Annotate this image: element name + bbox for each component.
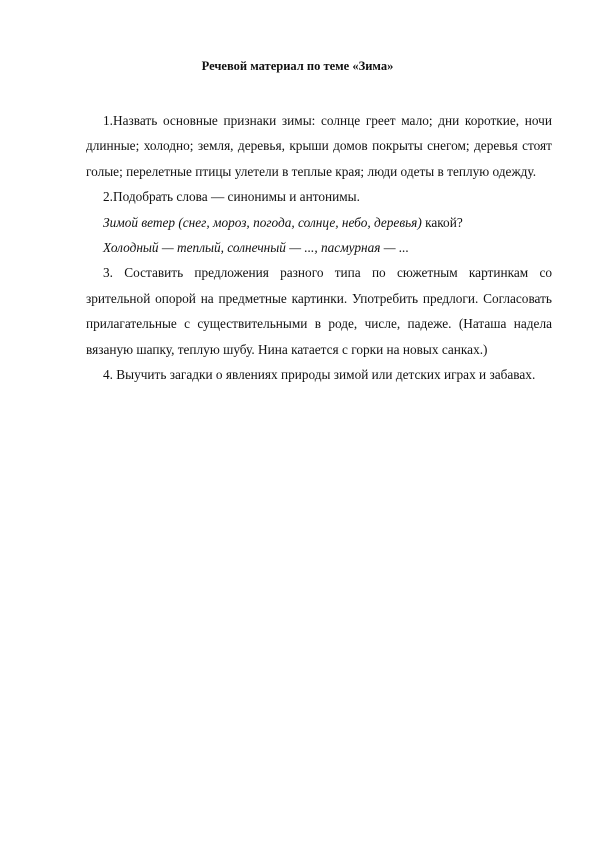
- document-title: Речевой материал по теме «Зима»: [201, 59, 394, 73]
- paragraph-4: Холодный — теплый, солнечный — ..., пасмурная — ...: [103, 240, 409, 256]
- paragraph-3-question-text: какой?: [421, 214, 463, 230]
- document-body: [86, 108, 552, 387]
- paragraph-5: 3. Составить предложения разного типа по сюжетным картинкам со зрительной опорой на предметные картинки. Употребить предлоги. Согласовать прилагательные с существительными в роде, числе, падеже. (Наташа надела вязаную шапку, теплую шубу. Нина катается с горки на новых санках.): [86, 265, 552, 357]
- paragraph-3: [86, 210, 552, 235]
- paragraph-6: 4. Выучить загадки о явлениях природы зимой или детских играх и забавах.: [103, 367, 536, 383]
- paragraph-3-italic-text: Зимой ветер (снег, мороз, погода, солнце, небо, деревья): [103, 214, 422, 230]
- paragraph-2: 2.Подобрать слова — синонимы и антонимы.: [103, 189, 360, 205]
- paragraph-1: 1.Назвать основные признаки зимы: солнце греет мало; дни короткие, ночи длинные; холодно; земля, деревья, крыши домов покрыты снегом; деревья стоят голые; перелетные птицы улетели в теплые края; люди одеты в теплую одежду.: [86, 113, 552, 179]
